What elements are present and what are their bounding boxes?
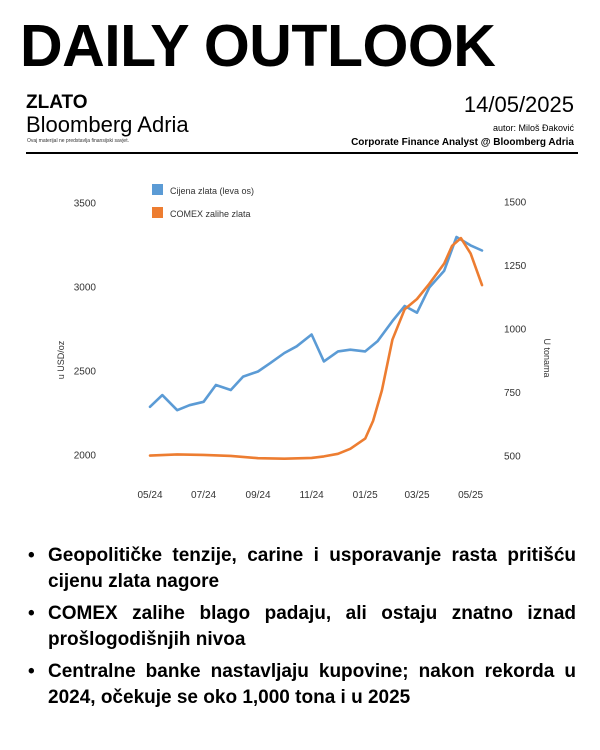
report-date: 14/05/2025 (463, 92, 574, 117)
y-right-tick-label: 1000 (504, 324, 527, 336)
legend-swatch (152, 184, 163, 195)
gold-price-line (150, 237, 482, 410)
header-divider (26, 152, 578, 154)
gold-price-chart (0, 160, 600, 520)
legend-entry: Cijena zlata (leva os) (170, 186, 255, 196)
y-left-axis-label: u USD/oz (56, 340, 66, 380)
key-point: • COMEX zalihe blago padaju, ali ostaju znatno iznad prošlogodišnjih nivoa (28, 603, 576, 650)
author-line: autor: Miloš Đaković (492, 123, 574, 133)
y-left-tick-label: 2000 (73, 450, 96, 462)
y-left-tick-labels (74, 198, 97, 461)
key-point: • Geopolitičke tenzije, carine i usporavanje rasta pritišću cijenu zlata nagore (28, 545, 576, 592)
x-tick-label: 09/24 (245, 490, 271, 501)
y-right-tick-labels (504, 198, 527, 463)
x-tick-label: 03/25 (404, 490, 430, 501)
bullet-dot-icon: • (28, 661, 35, 682)
y-left-tick-label: 3500 (73, 198, 96, 210)
x-tick-label: 05/25 (458, 490, 484, 501)
y-right-axis-label: U tonama (542, 338, 552, 378)
author-role: Corporate Finance Analyst @ Bloomberg Adria (351, 137, 574, 148)
bullet-dot-icon: • (28, 545, 35, 566)
key-points-list (28, 543, 576, 717)
y-right-tick-label: 750 (504, 387, 521, 399)
y-right-tick-label: 1500 (504, 197, 527, 209)
x-tick-label: 07/24 (191, 490, 217, 501)
y-right-tick-label: 1250 (504, 261, 527, 273)
disclaimer-text: Ovaj materijal ne predstavlja finansijski savjet. (27, 138, 129, 144)
topic-label: ZLATO (26, 92, 88, 113)
comex-inventory-line (150, 238, 482, 459)
brand-name: Bloomberg Adria (26, 112, 189, 137)
masthead-title: DAILY OUTLOOK (20, 13, 496, 79)
x-tick-label: 01/25 (352, 490, 378, 501)
y-right-tick-label: 500 (504, 451, 521, 463)
chart-legend (152, 184, 254, 219)
x-tick-labels (137, 490, 483, 501)
x-tick-label: 11/24 (299, 490, 324, 501)
legend-entry: COMEX zalihe zlata (170, 209, 251, 219)
y-left-tick-label: 3000 (73, 282, 96, 294)
bullet-dot-icon: • (28, 603, 35, 624)
key-point: • Centralne banke nastavljaju kupovine; nakon rekorda u 2024, očekuje se oko 1,000 tona i u 2025 (28, 661, 576, 708)
y-left-tick-label: 2500 (73, 366, 96, 378)
x-tick-label: 05/24 (137, 490, 163, 501)
legend-swatch (152, 207, 163, 218)
